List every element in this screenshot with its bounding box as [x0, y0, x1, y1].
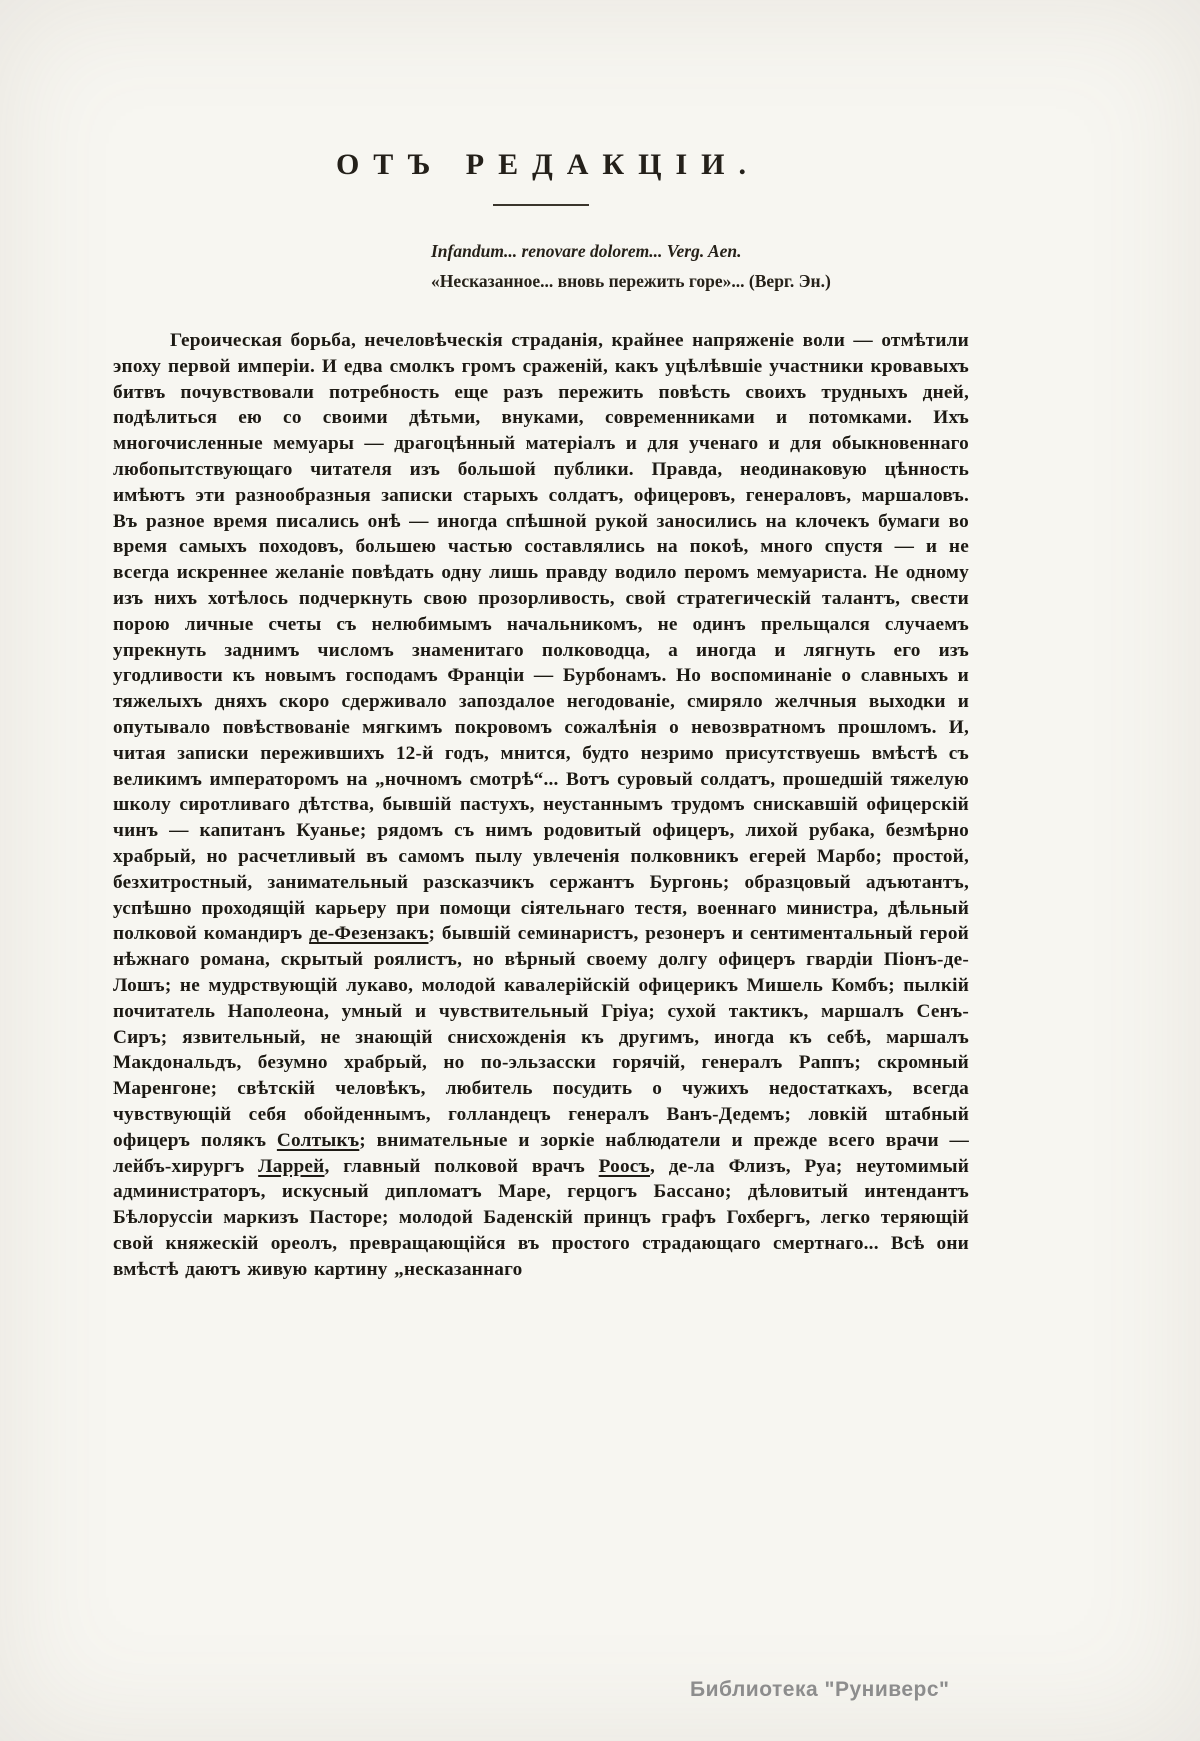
underlined-name: Роосъ — [598, 1155, 651, 1177]
page-content — [113, 148, 969, 1282]
underlined-name: Солтыкъ — [276, 1129, 360, 1151]
paragraph-text: , главный полковой врачъ — [324, 1155, 599, 1177]
underlined-name: де-Фезензакъ — [309, 923, 429, 945]
title-divider — [493, 204, 589, 206]
paragraph-text: , де-ла Флизъ, Руа; неутомимый администраторъ, искусный дипломатъ Маре, герцогъ Бассано; дѣловитый интендантъ Бѣлоруссіи маркизъ Пасторе; молодой Баденскій принцъ графъ Гохбергъ, легко теряющій свой княжескій ореолъ, превращающійся въ простого страдающаго смертнаго... Всѣ они вмѣстѣ даютъ живую картину „несказаннаго — [113, 1155, 970, 1280]
epigraph-latin: Infandum... renovare dolorem... Verg. Aen. — [431, 241, 742, 261]
epigraph — [431, 236, 969, 296]
library-watermark: Библиотека "Руниверс" — [690, 1678, 950, 1701]
underlined-name: Ларрей — [258, 1155, 325, 1177]
paragraph-text: Героическая борьба, нечеловѣческія страданія, крайнее напряженіе воли — отмѣтили эпоху первой имперіи. И едва смолкъ громъ сраженій, какъ уцѣлѣвшіе участники кровавыхъ битвъ почувствовали потребность еще разъ пережить повѣсть своихъ трудныхъ дней, подѣлиться ею со своими дѣтьми, внуками, современниками и потомками. Ихъ многочисленные мемуары — драгоцѣнный матеріалъ и для ученаго и для обыкновеннаго любопытствующаго читателя изъ большой публики. Правда, неодинаковую цѣнность имѣютъ эти разнообразныя записки старыхъ солдатъ, офицеровъ, генераловъ, маршаловъ. Въ разное время писались онѣ — иногда спѣшной рукой заносились на клочекъ бумаги во время самыхъ походовъ, большею частью составлялись на покоѣ, много спустя — и не всегда искреннее желаніе повѣдать одну лишь правду водило перомъ мемуариста. Не одному изъ нихъ хотѣлось подчеркнуть свою прозорливость, свой стратегическій талантъ, свести порою личные счеты съ нелюбимымъ начальникомъ, не одинъ прельщался случаемъ упрекнуть заднимъ числомъ знаменитаго полководца, а иногда и лягнуть его изъ угодливости къ новымъ господамъ Франціи — Бурбонамъ. Но воспоминаніе о славныхъ и тяжелыхъ дняхъ скоро сдерживало запоздалое негодованіе, смиряло желчныя выходки и опутывало повѣствованіе мягкимъ покровомъ сожалѣнія о невозвратномъ прошломъ. И, читая записки пережившихъ 12-й годъ, мнится, будто незримо присутствуешь вмѣстѣ съ великимъ императоромъ на „ночномъ смотрѣ“... Вотъ суровый солдатъ, прошедшій тяжелую школу сиротливаго дѣтства, бывшій пастухъ, неустаннымъ трудомъ снискавшій офицерскій чинъ — капитанъ Куанье; рядомъ съ нимъ родовитый офицеръ, лихой рубака, безмѣрно храбрый, но расчетливый въ самомъ пылу увлеченія полковникъ егерей Марбо; простой, безхитростный, занимательный разсказчикъ сержантъ Бургонь; образцовый адъютантъ, успѣшно проходящій карьеру при помощи сіятельнаго тестя, военнаго министра, дѣльный полковой командиръ — [113, 330, 969, 945]
paragraph-text: ; внимательные и зоркіе наблюдатели и прежде всего врачи — лейбъ-хирургъ — [113, 1129, 969, 1177]
paragraph-text: ; бывшій семинаристъ, резонеръ и сентиментальный герой нѣжнаго романа, скрытый роялистъ, но вѣрный своему долгу офицеръ гвардіи Піонъ-де-Лошъ; не мудрствующій лукаво, молодой кавалерійскій офицерикъ Мишель Комбъ; пылкій почитатель Наполеона, умный и чувствительный Гріуа; сухой тактикъ, маршалъ Сенъ-Сиръ; язвительный, не знающій снисхожденія къ другимъ, иногда къ себѣ, маршалъ Макдональдъ, безумно храбрый, но по-эльзасски горячій, генералъ Раппъ; скромный Маренгоне; свѣтскій человѣкъ, любитель посудить о чужихъ недостаткахъ, всегда чувствующій себя обойденнымъ, голландецъ генералъ Ванъ-Дедемъ; ловкій штабный офицеръ полякъ — [113, 923, 969, 1151]
epigraph-translation: «Несказанное... вновь пережить горе»... (Верг. Эн.) — [431, 271, 831, 291]
page-title: ОТЪ РЕДАКЦІИ. — [335, 148, 761, 181]
body-paragraph — [113, 328, 969, 1282]
